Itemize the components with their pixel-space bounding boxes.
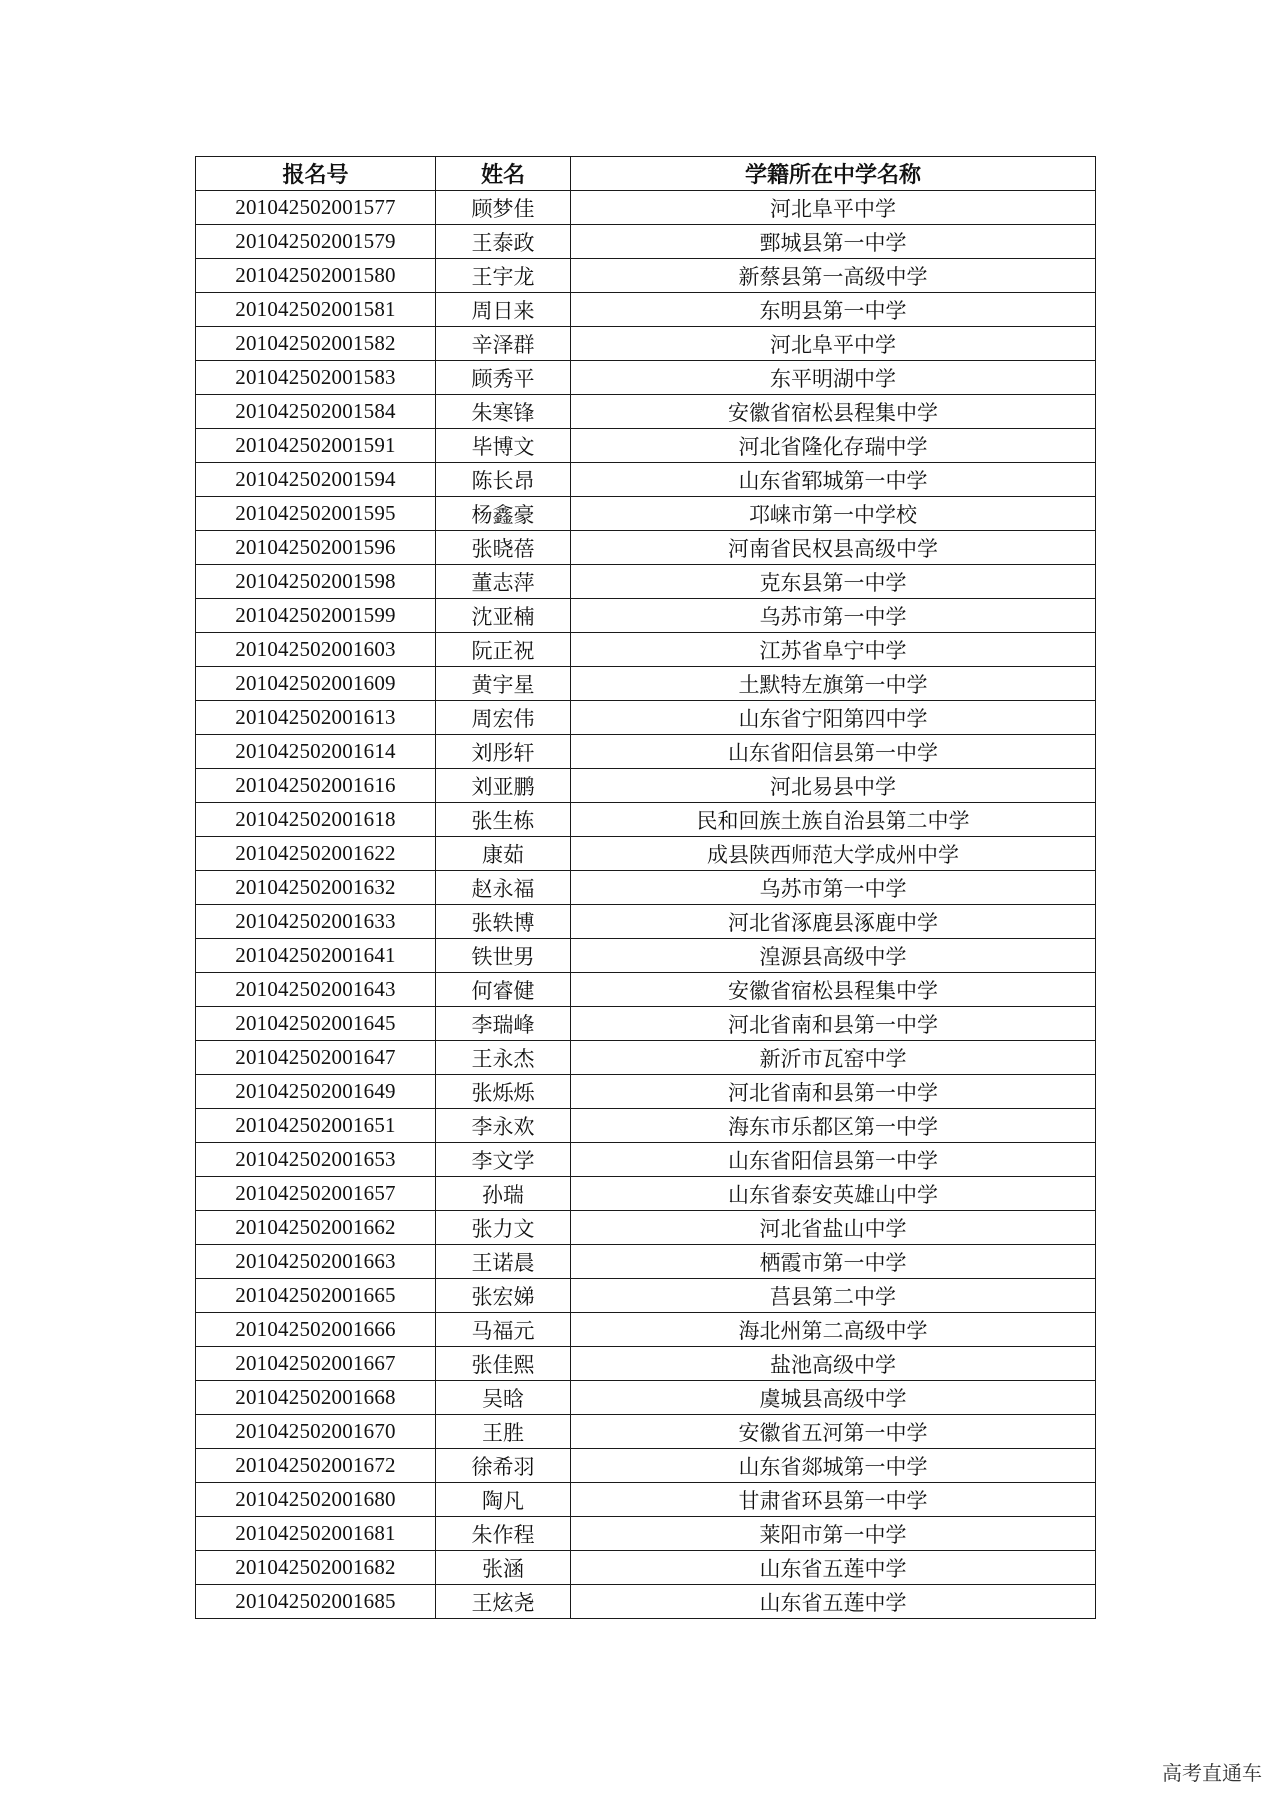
school-name-cell: 海东市乐都区第一中学: [571, 1109, 1096, 1143]
table-row: [196, 1585, 1096, 1619]
registration-number-cell: 201042502001647: [196, 1041, 436, 1075]
table-row: [196, 837, 1096, 871]
table-row: [196, 531, 1096, 565]
registration-number-cell: 201042502001632: [196, 871, 436, 905]
school-name-cell: 河南省民权县高级中学: [571, 531, 1096, 565]
registration-number-cell: 201042502001682: [196, 1551, 436, 1585]
table-row: [196, 293, 1096, 327]
registration-number-cell: 201042502001649: [196, 1075, 436, 1109]
registration-number-cell: 201042502001609: [196, 667, 436, 701]
registration-number-cell: 201042502001613: [196, 701, 436, 735]
school-name-cell: 盐池高级中学: [571, 1347, 1096, 1381]
registration-number-cell: 201042502001616: [196, 769, 436, 803]
school-name-cell: 河北阜平中学: [571, 327, 1096, 361]
table-row: [196, 565, 1096, 599]
student-name-cell: 朱作程: [436, 1517, 571, 1551]
table-row: [196, 905, 1096, 939]
student-name-cell: 毕博文: [436, 429, 571, 463]
table-row: [196, 701, 1096, 735]
table-row: [196, 1177, 1096, 1211]
registration-number-cell: 201042502001599: [196, 599, 436, 633]
registration-number-cell: 201042502001643: [196, 973, 436, 1007]
school-name-cell: 新蔡县第一高级中学: [571, 259, 1096, 293]
registration-number-cell: 201042502001584: [196, 395, 436, 429]
student-name-cell: 刘彤轩: [436, 735, 571, 769]
table-row: [196, 1109, 1096, 1143]
student-name-cell: 黄宇星: [436, 667, 571, 701]
table-row: [196, 1313, 1096, 1347]
registration-number-cell: 201042502001598: [196, 565, 436, 599]
school-name-cell: 东平明湖中学: [571, 361, 1096, 395]
student-name-cell: 王诺晨: [436, 1245, 571, 1279]
table-row: [196, 769, 1096, 803]
student-name-cell: 阮正祝: [436, 633, 571, 667]
table-row: [196, 803, 1096, 837]
table-row: [196, 633, 1096, 667]
header-name: 姓名: [436, 157, 571, 191]
table-row: [196, 1075, 1096, 1109]
school-name-cell: 东明县第一中学: [571, 293, 1096, 327]
registration-number-cell: 201042502001577: [196, 191, 436, 225]
registration-number-cell: 201042502001645: [196, 1007, 436, 1041]
school-name-cell: 山东省宁阳第四中学: [571, 701, 1096, 735]
table-body: [196, 191, 1096, 1619]
student-name-cell: 周宏伟: [436, 701, 571, 735]
table-row: [196, 191, 1096, 225]
student-name-cell: 张力文: [436, 1211, 571, 1245]
table-row: [196, 1415, 1096, 1449]
registration-number-cell: 201042502001685: [196, 1585, 436, 1619]
table-row: [196, 225, 1096, 259]
school-name-cell: 河北省盐山中学: [571, 1211, 1096, 1245]
student-name-cell: 顾梦佳: [436, 191, 571, 225]
student-name-cell: 赵永福: [436, 871, 571, 905]
table-row: [196, 497, 1096, 531]
student-name-cell: 朱寒锋: [436, 395, 571, 429]
school-name-cell: 莱阳市第一中学: [571, 1517, 1096, 1551]
table-row: [196, 327, 1096, 361]
registration-number-cell: 201042502001641: [196, 939, 436, 973]
table-row: [196, 735, 1096, 769]
school-name-cell: 虞城县高级中学: [571, 1381, 1096, 1415]
student-name-cell: 张涵: [436, 1551, 571, 1585]
registration-number-cell: 201042502001581: [196, 293, 436, 327]
student-name-cell: 张宏娣: [436, 1279, 571, 1313]
school-name-cell: 河北省南和县第一中学: [571, 1007, 1096, 1041]
student-name-cell: 周日来: [436, 293, 571, 327]
registration-number-cell: 201042502001666: [196, 1313, 436, 1347]
table-row: [196, 667, 1096, 701]
school-name-cell: 安徽省宿松县程集中学: [571, 973, 1096, 1007]
student-name-cell: 李永欢: [436, 1109, 571, 1143]
table-row: [196, 871, 1096, 905]
registration-number-cell: 201042502001665: [196, 1279, 436, 1313]
student-name-cell: 孙瑞: [436, 1177, 571, 1211]
table-row: [196, 1245, 1096, 1279]
school-name-cell: 山东省泰安英雄山中学: [571, 1177, 1096, 1211]
school-name-cell: 河北阜平中学: [571, 191, 1096, 225]
registration-number-cell: 201042502001580: [196, 259, 436, 293]
registration-number-cell: 201042502001670: [196, 1415, 436, 1449]
student-name-cell: 王泰政: [436, 225, 571, 259]
table-row: [196, 1449, 1096, 1483]
student-name-cell: 张轶博: [436, 905, 571, 939]
registration-number-cell: 201042502001618: [196, 803, 436, 837]
student-name-cell: 王炫尧: [436, 1585, 571, 1619]
header-registration-number: 报名号: [196, 157, 436, 191]
school-name-cell: 山东省五莲中学: [571, 1551, 1096, 1585]
table-row: [196, 429, 1096, 463]
table-row: [196, 1551, 1096, 1585]
student-name-cell: 何睿健: [436, 973, 571, 1007]
table-row: [196, 1007, 1096, 1041]
registration-number-cell: 201042502001681: [196, 1517, 436, 1551]
table-row: [196, 939, 1096, 973]
school-name-cell: 栖霞市第一中学: [571, 1245, 1096, 1279]
registration-number-cell: 201042502001651: [196, 1109, 436, 1143]
school-name-cell: 河北省南和县第一中学: [571, 1075, 1096, 1109]
student-name-cell: 徐希羽: [436, 1449, 571, 1483]
header-school: 学籍所在中学名称: [571, 157, 1096, 191]
school-name-cell: 土默特左旗第一中学: [571, 667, 1096, 701]
student-name-cell: 王宇龙: [436, 259, 571, 293]
school-name-cell: 江苏省阜宁中学: [571, 633, 1096, 667]
registration-number-cell: 201042502001657: [196, 1177, 436, 1211]
table-row: [196, 1211, 1096, 1245]
school-name-cell: 甘肃省环县第一中学: [571, 1483, 1096, 1517]
school-name-cell: 山东省郯城第一中学: [571, 1449, 1096, 1483]
student-name-cell: 董志萍: [436, 565, 571, 599]
student-name-cell: 刘亚鹏: [436, 769, 571, 803]
table-row: [196, 463, 1096, 497]
registration-number-cell: 201042502001653: [196, 1143, 436, 1177]
registration-number-cell: 201042502001582: [196, 327, 436, 361]
header-row: [196, 157, 1096, 191]
table-row: [196, 599, 1096, 633]
student-name-cell: 沈亚楠: [436, 599, 571, 633]
student-name-cell: 张生栋: [436, 803, 571, 837]
school-name-cell: 山东省阳信县第一中学: [571, 1143, 1096, 1177]
table-row: [196, 1143, 1096, 1177]
student-name-cell: 吴晗: [436, 1381, 571, 1415]
school-name-cell: 湟源县高级中学: [571, 939, 1096, 973]
registration-number-cell: 201042502001596: [196, 531, 436, 565]
student-name-cell: 铁世男: [436, 939, 571, 973]
registration-number-cell: 201042502001594: [196, 463, 436, 497]
student-name-cell: 陈长昂: [436, 463, 571, 497]
registration-number-cell: 201042502001680: [196, 1483, 436, 1517]
student-name-cell: 王永杰: [436, 1041, 571, 1075]
student-name-cell: 李文学: [436, 1143, 571, 1177]
student-name-cell: 王胜: [436, 1415, 571, 1449]
table-row: [196, 1483, 1096, 1517]
registration-number-cell: 201042502001603: [196, 633, 436, 667]
table-row: [196, 395, 1096, 429]
school-name-cell: 河北易县中学: [571, 769, 1096, 803]
school-name-cell: 乌苏市第一中学: [571, 871, 1096, 905]
table-row: [196, 361, 1096, 395]
student-name-cell: 杨鑫豪: [436, 497, 571, 531]
registration-number-cell: 201042502001583: [196, 361, 436, 395]
school-name-cell: 山东省阳信县第一中学: [571, 735, 1096, 769]
school-name-cell: 河北省隆化存瑞中学: [571, 429, 1096, 463]
school-name-cell: 海北州第二高级中学: [571, 1313, 1096, 1347]
admission-list-table: [195, 156, 1096, 1619]
student-name-cell: 康茹: [436, 837, 571, 871]
table-row: [196, 1041, 1096, 1075]
table-row: [196, 1347, 1096, 1381]
school-name-cell: 山东省郓城第一中学: [571, 463, 1096, 497]
student-name-cell: 顾秀平: [436, 361, 571, 395]
student-name-cell: 陶凡: [436, 1483, 571, 1517]
registration-number-cell: 201042502001622: [196, 837, 436, 871]
student-name-cell: 张佳熙: [436, 1347, 571, 1381]
school-name-cell: 莒县第二中学: [571, 1279, 1096, 1313]
registration-number-cell: 201042502001668: [196, 1381, 436, 1415]
school-name-cell: 安徽省宿松县程集中学: [571, 395, 1096, 429]
registration-number-cell: 201042502001663: [196, 1245, 436, 1279]
registration-number-cell: 201042502001672: [196, 1449, 436, 1483]
school-name-cell: 新沂市瓦窑中学: [571, 1041, 1096, 1075]
registration-number-cell: 201042502001662: [196, 1211, 436, 1245]
school-name-cell: 山东省五莲中学: [571, 1585, 1096, 1619]
school-name-cell: 邛崃市第一中学校: [571, 497, 1096, 531]
student-name-cell: 李瑞峰: [436, 1007, 571, 1041]
student-name-cell: 张晓蓓: [436, 531, 571, 565]
school-name-cell: 民和回族土族自治县第二中学: [571, 803, 1096, 837]
student-name-cell: 马福元: [436, 1313, 571, 1347]
school-name-cell: 克东县第一中学: [571, 565, 1096, 599]
school-name-cell: 河北省涿鹿县涿鹿中学: [571, 905, 1096, 939]
table-row: [196, 1381, 1096, 1415]
watermark-text: 高考直通车: [1162, 1761, 1262, 1785]
registration-number-cell: 201042502001614: [196, 735, 436, 769]
school-name-cell: 乌苏市第一中学: [571, 599, 1096, 633]
school-name-cell: 鄄城县第一中学: [571, 225, 1096, 259]
table-row: [196, 973, 1096, 1007]
school-name-cell: 安徽省五河第一中学: [571, 1415, 1096, 1449]
student-name-cell: 辛泽群: [436, 327, 571, 361]
student-name-cell: 张烁烁: [436, 1075, 571, 1109]
registration-number-cell: 201042502001595: [196, 497, 436, 531]
registration-number-cell: 201042502001579: [196, 225, 436, 259]
registration-number-cell: 201042502001667: [196, 1347, 436, 1381]
table-row: [196, 259, 1096, 293]
table-row: [196, 1517, 1096, 1551]
table-header: [196, 157, 1096, 191]
table-row: [196, 1279, 1096, 1313]
registration-number-cell: 201042502001591: [196, 429, 436, 463]
school-name-cell: 成县陕西师范大学成州中学: [571, 837, 1096, 871]
registration-number-cell: 201042502001633: [196, 905, 436, 939]
